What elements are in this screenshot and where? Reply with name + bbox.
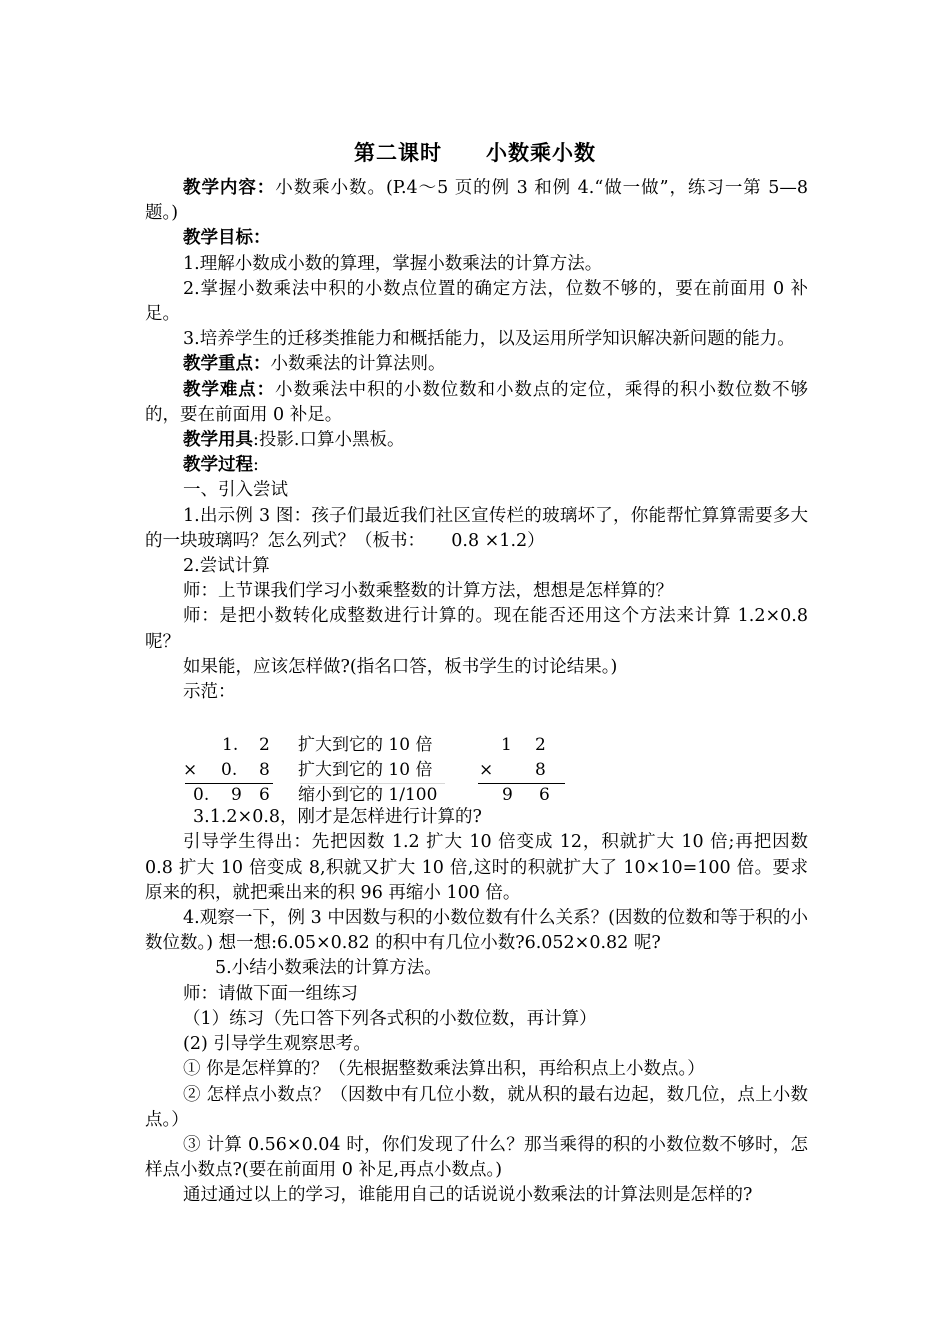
goal-1: 1.理解小数成小数的算理，掌握小数乘法的计算方法。 [183, 253, 603, 274]
paragraph-observe: 4.观察一下，例 3 中因数与积的小数位数有什么关系？(因数的位数和等于积的小数位数。) 想一想:6.05×0.82 的积中有几位小数?6.052×0.82 呢? [145, 908, 808, 954]
label-key-point: 教学重点： [183, 354, 271, 375]
section-intro: 一、引入尝试 [183, 480, 288, 501]
paragraph-exercise-1: （1）练习（先口答下列各式积的小数位数，再计算） [183, 1008, 597, 1029]
teaching-content [145, 176, 808, 226]
demo-right-r1-b: 2 [535, 735, 546, 756]
paragraph-how-to: 如果能，应该怎样做?(指名口答，板书学生的讨论结果。) [183, 656, 618, 677]
teaching-difficulty [145, 378, 808, 428]
paragraph-question-2: ② 怎样点小数点？（因数中有几位小数，就从积的最右边起，数几位，点上小数点。） [145, 1084, 808, 1130]
key-point-text: 小数乘法的计算法则。 [270, 354, 446, 375]
process-colon: : [253, 455, 259, 476]
teaching-tools [145, 428, 808, 453]
demo-left-r3-b: 9 [231, 785, 242, 806]
paragraph-guide: 引导学生得出：先把因数 1.2 扩大 10 倍变成 12，积就扩大 10 倍;再把因数 0.8 扩大 10 倍变成 8,积就又扩大 10 倍,这时的积就扩大了 10×10=100 倍。要求原来的积，就把乘出来的积 96 再缩小 100 倍。 [145, 832, 808, 903]
demo-left-r2-b: 8 [259, 760, 270, 781]
teaching-content-text: 小数乘小数。(P.4～5 页的例 3 和例 4.“做一做”，练习一第 5—8 题。) [145, 178, 808, 224]
teaching-key-point [145, 352, 808, 377]
demo-left-r1-a: 1. [222, 735, 239, 756]
teaching-goals-heading [145, 226, 808, 251]
label-teaching-goals: 教学目标： [183, 228, 271, 249]
difficulty-text: 小数乘法中积的小数位数和小数点的定位，乘得的积小数位数不够的，要在前面用 0 补足。 [145, 379, 808, 425]
demo-note-1: 扩大到它的 10 倍 [298, 735, 433, 756]
paragraph-question-3: ③ 计算 0.56×0.04 时，你们发现了什么？那当乘得的积的小数位数不够时，怎样点小数点?(要在前面用 0 补足,再点小数点。) [145, 1134, 808, 1181]
demo-right-r2-b: 8 [535, 760, 546, 781]
demo-right-times: × [479, 760, 494, 781]
paragraph-conclusion: 通过通过以上的学习，谁能用自己的话说说小数乘法的计算法则是怎样的? [183, 1185, 753, 1206]
paragraph-teacher-1: 师：上节课我们学习小数乘整数的计算方法，想想是怎样算的？ [183, 581, 673, 602]
vertical-multiplication-demo [145, 733, 808, 805]
demo-left-times: × [183, 760, 198, 781]
page-title: 第二课时 小数乘小数 [354, 141, 596, 165]
paragraph-exercise-2: (2) 引导学生观察思考。 [183, 1034, 371, 1055]
paragraph-teacher-2: 师：是把小数转化成整数进行计算的。现在能否还用这个方法来计算 1.2×0.8 呢？ [145, 606, 808, 652]
tools-text: :投影.口算小黑板。 [253, 430, 405, 451]
goal-2: 2.掌握小数乘法中积的小数点位置的确定方法，位数不够的，要在前面用 0 补足。 [145, 278, 808, 325]
demo-left-r2-a: 0. [221, 760, 238, 781]
goal-3: 3.培养学生的迁移类推能力和概括能力，以及运用所学知识解决新问题的能力。 [183, 329, 795, 350]
demo-note-3: 缩小到它的 1/100 [298, 785, 438, 806]
lesson-body [145, 176, 808, 1209]
demo-left-r1-b: 2 [259, 735, 270, 756]
paragraph-demo-label: 示范： [183, 682, 236, 703]
paragraph-summary: 5.小结小数乘法的计算方法。 [215, 958, 442, 979]
paragraph-step-3: 3.1.2×0.8，刚才是怎样进行计算的? [193, 807, 482, 828]
paragraph-try-calc: 2.尝试计算 [183, 556, 270, 577]
paragraph-question-1: ① 你是怎样算的？（先根据整数乘法算出积，再给积点上小数点。） [183, 1059, 705, 1080]
spacer [145, 705, 808, 733]
label-process: 教学过程 [183, 455, 253, 476]
label-tools: 教学用具 [183, 430, 253, 451]
demo-right-r1-a: 1 [501, 735, 512, 756]
demo-right-r3-b: 6 [539, 785, 550, 806]
demo-note-2: 扩大到它的 10 倍 [298, 760, 433, 781]
paragraph-exercise: 师：请做下面一组练习 [183, 983, 358, 1004]
paragraph-example-3: 1.出示例 3 图：孩子们最近我们社区宣传栏的玻璃坏了，你能帮忙算算需要多大的一块玻璃吗？怎么列式？（板书： 0.8 ×1.2） [145, 505, 808, 551]
label-difficulty: 教学难点： [183, 379, 276, 400]
demo-right-r3-a: 9 [502, 785, 513, 806]
demo-left-r3-a: 0. [193, 785, 210, 806]
demo-left-r3-c: 6 [259, 785, 270, 806]
demo-right-rule [478, 783, 565, 784]
label-teaching-content: 教学内容： [183, 178, 276, 198]
teaching-process [145, 453, 808, 478]
